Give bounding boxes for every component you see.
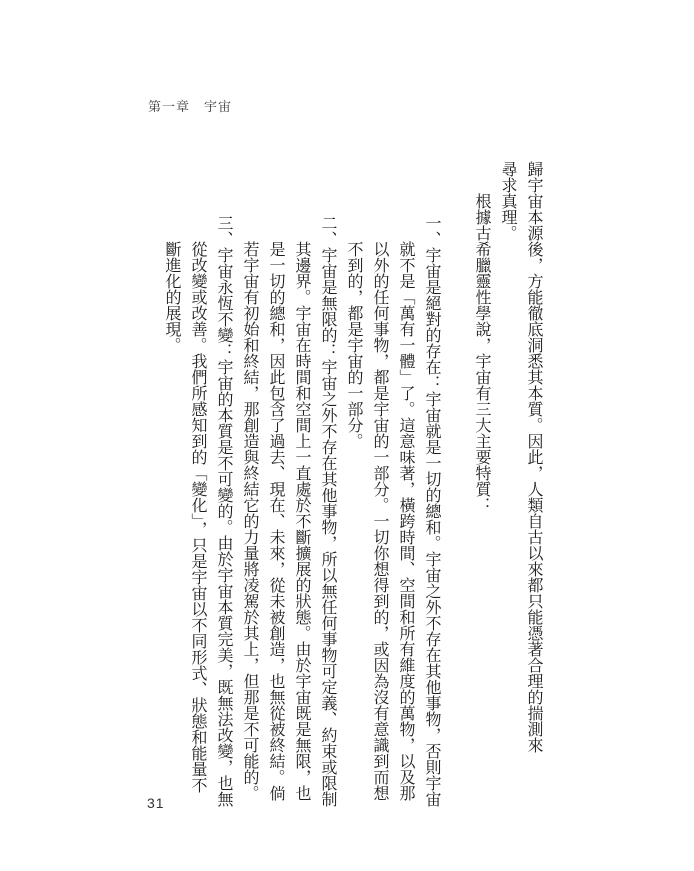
text-column: 是一切的總和，因此包含了過去、現在、未來，從未被創造，也無從被終結。倘: [267, 241, 284, 801]
text-column: 以外的任何事物，都是宇宙的一部分。一切你想得到的，或因為沒有意識到而想: [371, 241, 388, 801]
text-column: 根據古希臘靈性學說，宇宙有三大主要特質：: [473, 193, 490, 513]
text-column: 就不是「萬有一體」了。這意味著，橫跨時間、空間和所有維度的萬物，以及那: [397, 241, 414, 801]
text-column: 一、宇宙是絕對的存在：宇宙就是一切的總和。宇宙之外不存在其他事物，否則宇宙: [423, 215, 440, 807]
text-column: 其邊界。宇宙在時間和空間上一直處於不斷擴展的狀態。由於宇宙既是無限，也: [293, 241, 310, 801]
text-column: 若宇宙有初始和終結，那創造與終結它的力量將凌駕於其上，但那是不可能的。: [241, 241, 258, 801]
text-column: 三、宇宙永恆不變：宇宙的本質是不可變的。由於宇宙本質完美，既無法改變，也無: [215, 215, 232, 807]
page-number: 31: [147, 795, 165, 811]
text-column: 歸宇宙本源後，方能徹底洞悉其本質。因此，人類自古以來都只能憑著合理的揣測來: [525, 161, 542, 753]
text-column: 從改變或改善。我們所感知到的「變化」，只是宇宙以不同形式、狀態和能量不: [189, 241, 206, 793]
vertical-text-block: [158, 161, 546, 821]
text-column: 二、宇宙是無限的：宇宙之外不存在其他事物，所以無任何事物可定義、約束或限制: [319, 215, 336, 807]
text-column: 不到的，都是宇宙的一部分。: [345, 241, 362, 449]
text-column: 斷進化的展現。: [163, 241, 180, 353]
chapter-running-head: 第一章 宇宙: [148, 99, 233, 114]
text-column: 尋求真理。: [499, 161, 516, 241]
